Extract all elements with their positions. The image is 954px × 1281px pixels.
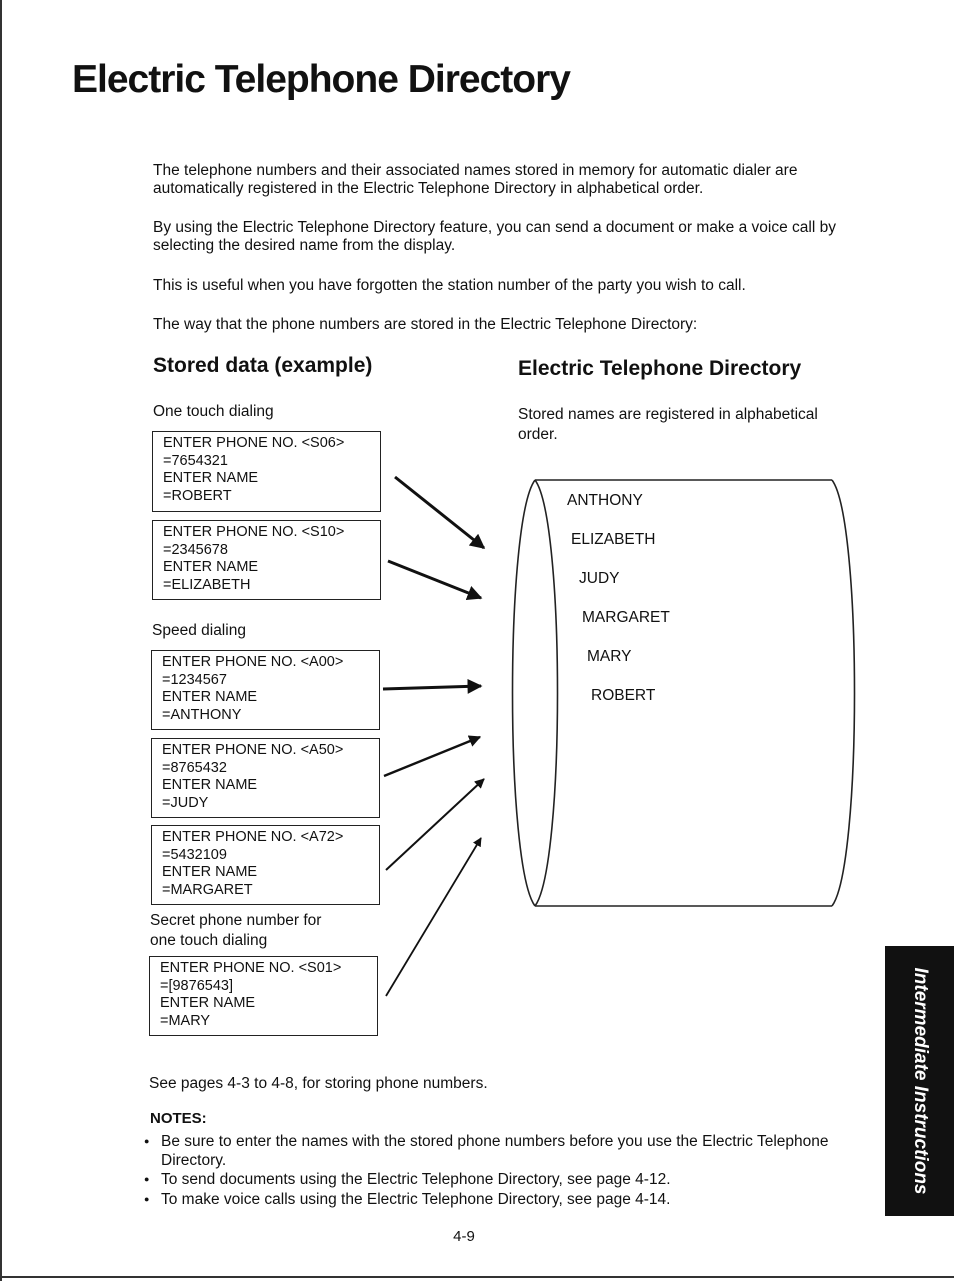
entry-line-phone-prompt: ENTER PHONE NO. <S10> [163,524,345,540]
directory-name-4: MARGARET [582,609,670,626]
entry-line-name: =MARY [160,1012,211,1029]
speed-dialing-label: Speed dialing [152,622,246,639]
arrow-anthony [383,686,481,689]
section-side-tab [885,946,954,1216]
entry-line-name-prompt: ENTER NAME [162,777,258,793]
note-item: ● Be sure to enter the names with the stored phone numbers before you use the Electric Telephone Directory. [144,1132,844,1170]
directory-description: Stored names are registered in alphabetical order. [518,406,818,443]
arrow-judy [384,737,480,776]
entry-line-number: =2345678 [163,541,228,558]
notes-heading: NOTES: [150,1110,207,1127]
entry-line-name: =ROBERT [163,487,232,504]
directory-name-2: ELIZABETH [571,531,656,548]
entry-line-number: =1234567 [162,671,227,688]
entry-line-phone-prompt: ENTER PHONE NO. <A00> [162,654,344,670]
entry-line-name: =ELIZABETH [163,576,251,593]
entry-line-phone-prompt: ENTER PHONE NO. <A50> [162,742,344,758]
entry-line-name-prompt: ENTER NAME [163,470,259,486]
secret-label-line-2: one touch dialing [150,932,268,949]
entry-line-name-prompt: ENTER NAME [162,689,258,705]
directory-name-5: MARY [587,648,632,665]
page-title: Electric Telephone Directory [72,58,570,101]
note-item: ● To send documents using the Electric Telephone Directory, see page 4-12. [144,1170,844,1190]
intro-paragraph-3: This is useful when you have forgotten the station number of the party you wish to call. [153,277,746,294]
entry-line-name-prompt: ENTER NAME [163,559,259,575]
entry-line-number: =8765432 [162,759,227,776]
side-tab-label: Intermediate Instructions [909,967,931,1195]
note-item: ● To make voice calls using the Electric Telephone Directory, see page 4-14. [144,1190,844,1210]
intro-paragraph-1: The telephone numbers and their associated names stored in memory for automatic dialer are automatically registered in the Electric Telephone Directory in alphabetical order. [153,162,798,197]
entry-line-phone-prompt: ENTER PHONE NO. <S01> [160,960,342,976]
intro-paragraph-4: The way that the phone numbers are stored in the Electric Telephone Directory: [153,316,698,333]
arrow-robert [395,477,484,548]
notes-list [144,1132,844,1209]
directory-heading: Electric Telephone Directory [518,357,802,380]
entry-line-name-prompt: ENTER NAME [160,995,256,1011]
entry-line-number: =7654321 [163,452,228,469]
intro-paragraph-2: By using the Electric Telephone Directory feature, you can send a document or make a voice call by selecting the desired name from the display. [153,219,836,254]
entry-line-name: =JUDY [162,794,209,811]
directory-name-3: JUDY [579,570,620,587]
entry-line-phone-prompt: ENTER PHONE NO. <S06> [163,435,345,451]
page-number: 4-9 [453,1228,475,1245]
directory-name-6: ROBERT [591,687,656,704]
directory-name-1: ANTHONY [567,492,643,509]
entry-line-name: =ANTHONY [162,706,242,723]
one-touch-label: One touch dialing [153,403,274,420]
secret-label-line-1: Secret phone number for [150,912,322,929]
arrow-elizabeth [388,561,481,598]
arrow-mary [386,838,481,996]
entry-line-phone-prompt: ENTER PHONE NO. <A72> [162,829,344,845]
stored-data-heading: Stored data (example) [153,354,373,377]
entry-line-number: =[9876543] [160,977,233,994]
entry-line-name: =MARGARET [162,881,253,898]
entry-line-name-prompt: ENTER NAME [162,864,258,880]
see-pages-text: See pages 4-3 to 4-8, for storing phone numbers. [149,1075,488,1092]
directory-cylinder [513,480,855,906]
entry-line-number: =5432109 [162,846,227,863]
